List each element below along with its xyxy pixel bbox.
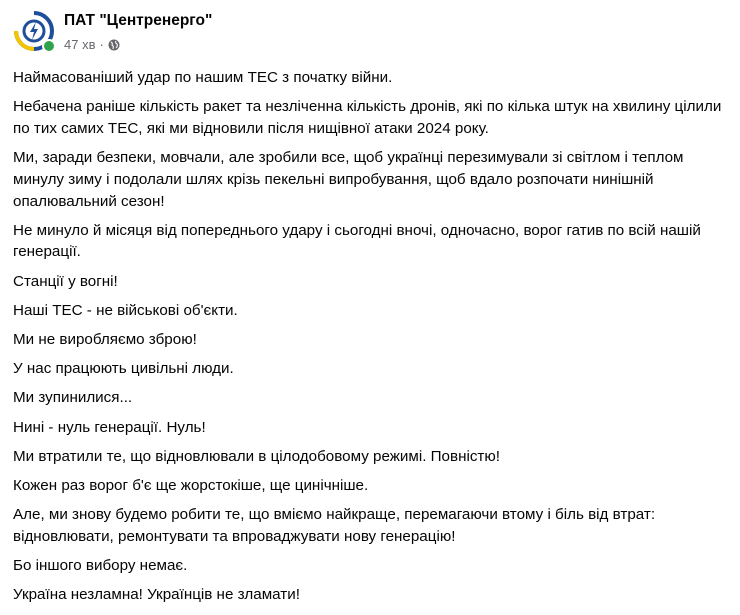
post-paragraph: Але, ми знову будемо робити те, що вміємо найкраще, перемагаючи втому і біль від втрат: відновлювати, ремонтувати та впроваджувати нову генерацію! — [13, 506, 656, 545]
post-paragraph: Ми втратили те, що відновлювали в цілодобовому режимі. Повністю! — [13, 447, 500, 465]
globe-icon[interactable] — [108, 39, 120, 51]
post-paragraph: Україна незламна! Українців не зламати! — [13, 586, 300, 604]
post-paragraph: Наші ТЕС - не військові об'єкти. — [13, 301, 238, 319]
post-paragraph: Кожен раз ворог б'є ще жорстокіше, ще цинічніше. — [13, 477, 369, 495]
post-body — [13, 67, 728, 614]
post-paragraph: Ми не виробляємо зброю! — [13, 331, 197, 349]
post-meta — [64, 37, 120, 52]
post-paragraph: Ми, заради безпеки, мовчали, але зробили все, щоб українці перезимували зі світлом і теплом минулу зиму і подолали шлях крізь пекельні випробування, щоб вдало розпочати нинішній опалювальний сезон! — [13, 149, 684, 210]
meta-separator: · — [99, 37, 104, 52]
post-paragraph: Наймасованіший удар по нашим ТЕС з початку війни. — [13, 69, 393, 86]
post-paragraph: Ми зупинилися... — [13, 389, 133, 407]
centrenergo-logo-icon — [13, 10, 57, 54]
post-paragraph: Не минуло й місяця від попереднього удару і сьогодні вночі, одночасно, ворог гатив по всій нашій генерації. — [13, 221, 701, 261]
post-paragraph: Бо іншого вибору немає. — [13, 557, 188, 575]
post-paragraph: Нині - нуль генерації. Нуль! — [13, 418, 206, 436]
post-paragraph: Станції у вогні! — [13, 272, 118, 290]
avatar[interactable] — [13, 10, 55, 52]
post-paragraph: Небачена раніше кількість ракет та незліченна кількість дронів, які по кілька штук на хвилину цілили по тих самих ТЕС, які ми відновили після нищівної атаки 2024 року. — [13, 98, 722, 137]
post-paragraph: У нас працюють цивільні люди. — [13, 360, 234, 378]
author-name[interactable]: ПАТ "Центренерго" — [64, 12, 213, 29]
post-time[interactable]: 47 хв — [64, 37, 96, 52]
post-header — [13, 10, 55, 52]
